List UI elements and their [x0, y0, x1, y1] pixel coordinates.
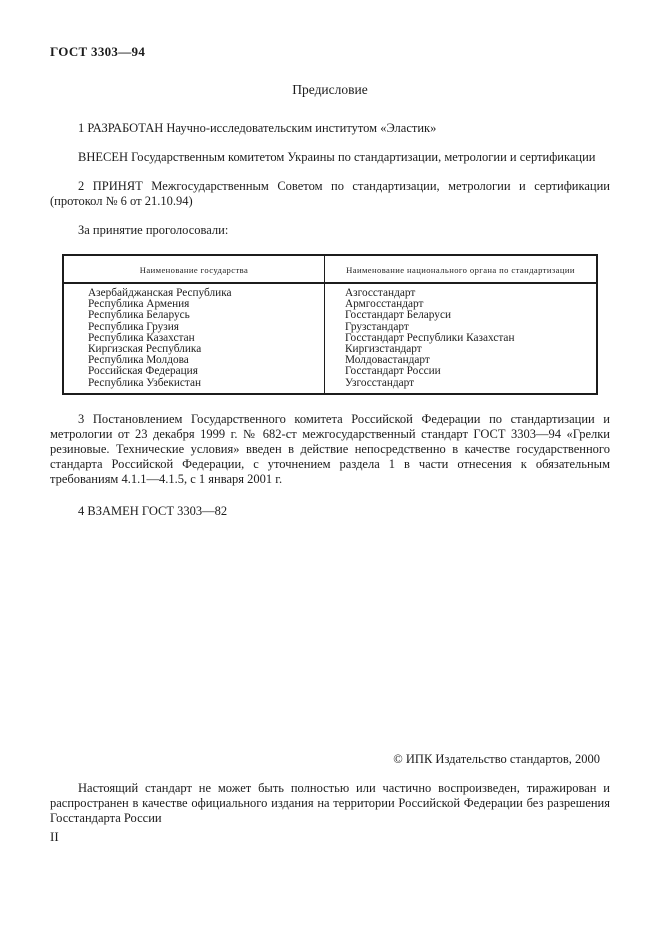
table-column-orgs — [324, 284, 596, 393]
vote-table — [62, 254, 598, 395]
table-row: Республика Беларусь — [88, 309, 190, 322]
table-header-country: Наименование государства — [64, 256, 324, 284]
doc-number: ГОСТ 3303—94 — [50, 44, 146, 59]
copyright-line: © ИПК Издательство стандартов, 2000 — [393, 752, 600, 766]
table-row: Киргизстандарт — [345, 343, 422, 356]
table-row: Молдовастандарт — [345, 354, 430, 367]
table-row: Российская Федерация — [88, 365, 198, 378]
table-row: Республика Казахстан — [88, 331, 195, 344]
table-row: Киргизская Республика — [88, 343, 202, 356]
table-row: Республика Узбекистан — [88, 376, 202, 389]
table-header-org: Наименование национального органа по стандартизации — [324, 256, 596, 284]
table-row: Азгосстандарт — [345, 287, 416, 299]
table-row: Армгосстандарт — [345, 298, 424, 311]
page-number: II — [50, 829, 59, 844]
table-row: Грузстандарт — [345, 320, 409, 333]
table-column-countries — [64, 284, 324, 393]
page-content — [50, 44, 610, 519]
page-title: Предисловие — [292, 82, 368, 97]
paragraph-developed: 1 РАЗРАБОТАН Научно-исследовательским институтом «Эластик» — [78, 121, 437, 135]
table-row: Госстандарт России — [345, 365, 441, 378]
table-row: Республика Армения — [88, 298, 190, 311]
paragraph-replaces: 4 ВЗАМЕН ГОСТ 3303—82 — [78, 503, 228, 518]
disclaimer-text: Настоящий стандарт не может быть полностью или частично воспроизведен, тиражирован и распространен в качестве официального издания на территории Российской Федерации без разрешения Госстандарта России — [50, 781, 610, 825]
paragraph-adopted: 2 ПРИНЯТ Межгосударственным Советом по стандартизации, метрологии и сертификации (протокол № 6 от 21.10.94) — [50, 179, 610, 208]
table-row: Узгосстандарт — [345, 376, 415, 389]
paragraph-vote-intro: За принятие проголосовали: — [78, 223, 229, 237]
table-row: Республика Молдова — [88, 354, 189, 367]
table-row: Госстандарт Беларуси — [345, 309, 452, 322]
table-row: Республика Грузия — [88, 320, 179, 333]
paragraph-resolution: 3 Постановлением Государственного комитета Российской Федерации по стандартизации и метрологии от 23 декабря 1999 г. № 682-ст межгосударственный стандарт ГОСТ 3303—94 «Грелки резиновые. Технические условия» введен в действие непосредственно в качестве государственного стандарта Российской Федерации, с уточнением раздела 1 в части отнесения к обязательным требованиям 4.1.1—4.1.5, с 1 января 2001 г. — [50, 411, 610, 486]
paragraph-submitted: ВНЕСЕН Государственным комитетом Украины по стандартизации, метрологии и сертификации — [78, 150, 596, 164]
table-row: Госстандарт Республики Казахстан — [345, 331, 515, 344]
table-row: Азербайджанская Республика — [88, 287, 232, 299]
